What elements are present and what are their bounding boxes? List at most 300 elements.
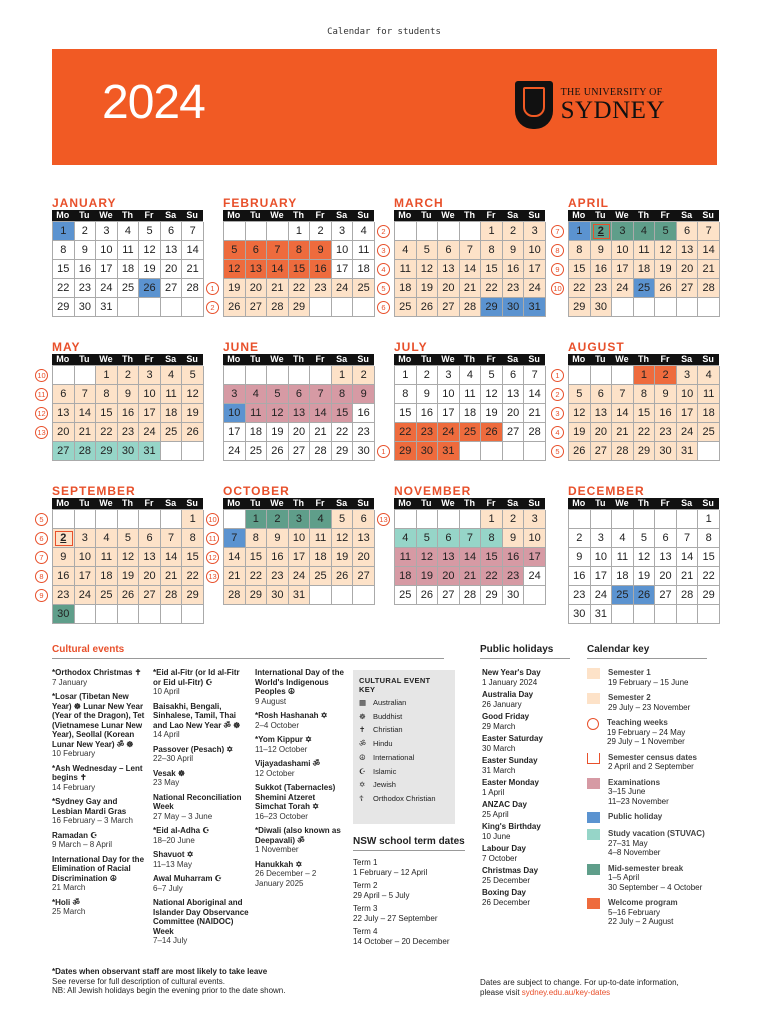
day-cell[interactable]: 10 [591,548,613,567]
day-cell[interactable]: 9 [75,241,97,260]
day-cell[interactable]: 1 [289,222,311,241]
day-cell[interactable]: 3 [612,222,634,241]
day-cell[interactable]: 12 [267,404,289,423]
day-cell[interactable]: 9 [655,385,677,404]
day-cell[interactable]: 1 [569,222,591,241]
day-cell[interactable]: 7 [677,529,699,548]
day-cell[interactable]: 20 [438,279,460,298]
day-cell[interactable]: 11 [246,404,268,423]
day-cell[interactable]: 15 [96,404,118,423]
day-cell[interactable]: 24 [677,423,699,442]
day-cell[interactable]: 21 [612,423,634,442]
day-cell[interactable]: 24 [289,567,311,586]
day-cell[interactable]: 19 [182,404,204,423]
day-cell[interactable]: 26 [417,586,439,605]
day-cell[interactable]: 28 [310,442,332,461]
day-cell[interactable]: 8 [481,241,503,260]
day-cell[interactable]: 18 [246,423,268,442]
day-cell[interactable]: 16 [118,404,140,423]
day-cell[interactable]: 7 [75,385,97,404]
day-cell[interactable]: 20 [591,423,613,442]
day-cell[interactable]: 15 [569,260,591,279]
day-cell[interactable]: 31 [289,586,311,605]
day-cell[interactable]: 28 [267,298,289,317]
day-cell[interactable]: 19 [224,279,246,298]
day-cell[interactable]: 21 [698,260,720,279]
day-cell[interactable]: 27 [503,423,525,442]
day-cell[interactable]: 28 [612,442,634,461]
day-cell[interactable]: 1 [182,510,204,529]
day-cell[interactable]: 4 [310,510,332,529]
day-cell[interactable]: 14 [460,260,482,279]
day-cell[interactable]: 25 [395,586,417,605]
day-cell[interactable]: 22 [332,423,354,442]
day-cell[interactable]: 24 [139,423,161,442]
day-cell[interactable]: 9 [591,241,613,260]
day-cell[interactable]: 23 [655,423,677,442]
day-cell[interactable]: 4 [698,366,720,385]
day-cell[interactable]: 26 [481,423,503,442]
key-dates-link[interactable]: sydney.edu.au/key-dates [521,987,611,997]
day-cell[interactable]: 27 [161,279,183,298]
day-cell[interactable]: 14 [267,260,289,279]
day-cell[interactable]: 1 [53,222,75,241]
day-cell[interactable]: 23 [569,586,591,605]
day-cell[interactable]: 12 [655,241,677,260]
day-cell[interactable]: 10 [438,385,460,404]
day-cell[interactable]: 15 [332,404,354,423]
day-cell[interactable]: 2 [353,366,375,385]
day-cell[interactable]: 18 [395,279,417,298]
day-cell[interactable]: 24 [75,586,97,605]
day-cell[interactable]: 16 [503,260,525,279]
day-cell[interactable]: 31 [96,298,118,317]
day-cell[interactable]: 4 [353,222,375,241]
day-cell[interactable]: 9 [503,529,525,548]
day-cell[interactable]: 30 [75,298,97,317]
day-cell[interactable]: 14 [677,548,699,567]
day-cell[interactable]: 15 [246,548,268,567]
day-cell[interactable]: 16 [417,404,439,423]
day-cell[interactable]: 23 [75,279,97,298]
day-cell[interactable]: 10 [612,241,634,260]
day-cell[interactable]: 7 [460,529,482,548]
day-cell[interactable]: 18 [698,404,720,423]
day-cell[interactable]: 20 [503,404,525,423]
day-cell[interactable]: 29 [53,298,75,317]
day-cell[interactable]: 6 [438,529,460,548]
day-cell[interactable]: 4 [118,222,140,241]
day-cell[interactable]: 30 [118,442,140,461]
day-cell[interactable]: 10 [524,529,546,548]
day-cell[interactable]: 10 [332,241,354,260]
day-cell[interactable]: 26 [224,298,246,317]
day-cell[interactable]: 9 [53,548,75,567]
day-cell[interactable]: 12 [118,548,140,567]
day-cell[interactable]: 5 [417,529,439,548]
day-cell[interactable]: 15 [634,404,656,423]
day-cell[interactable]: 15 [395,404,417,423]
day-cell[interactable]: 12 [139,241,161,260]
day-cell[interactable]: 12 [634,548,656,567]
day-cell[interactable]: 7 [460,241,482,260]
day-cell[interactable]: 18 [612,567,634,586]
day-cell[interactable]: 2 [569,529,591,548]
day-cell[interactable]: 17 [75,567,97,586]
day-cell[interactable]: 22 [246,567,268,586]
day-cell[interactable]: 27 [53,442,75,461]
day-cell[interactable]: 21 [460,567,482,586]
day-cell[interactable]: 16 [353,404,375,423]
day-cell[interactable]: 1 [96,366,118,385]
day-cell[interactable]: 13 [438,260,460,279]
day-cell[interactable]: 23 [591,279,613,298]
day-cell[interactable]: 19 [634,567,656,586]
day-cell[interactable]: 13 [246,260,268,279]
day-cell[interactable]: 27 [655,586,677,605]
day-cell[interactable]: 20 [677,260,699,279]
day-cell[interactable]: 13 [353,529,375,548]
day-cell[interactable]: 3 [139,366,161,385]
day-cell[interactable]: 12 [417,260,439,279]
day-cell[interactable]: 14 [161,548,183,567]
day-cell[interactable]: 19 [417,567,439,586]
day-cell[interactable]: 7 [310,385,332,404]
day-cell[interactable]: 27 [353,567,375,586]
day-cell[interactable]: 4 [395,241,417,260]
day-cell[interactable]: 12 [332,529,354,548]
day-cell[interactable]: 20 [139,567,161,586]
day-cell[interactable]: 13 [677,241,699,260]
day-cell[interactable]: 30 [569,605,591,624]
day-cell[interactable]: 15 [53,260,75,279]
day-cell[interactable]: 19 [569,423,591,442]
day-cell[interactable]: 19 [332,548,354,567]
day-cell[interactable]: 24 [332,279,354,298]
day-cell[interactable]: 25 [246,442,268,461]
day-cell[interactable]: 11 [395,260,417,279]
day-cell[interactable]: 9 [569,548,591,567]
day-cell[interactable]: 25 [395,298,417,317]
day-cell[interactable]: 31 [677,442,699,461]
day-cell[interactable]: 25 [96,586,118,605]
day-cell[interactable]: 12 [417,548,439,567]
day-cell[interactable]: 25 [612,586,634,605]
day-cell[interactable]: 2 [267,510,289,529]
day-cell[interactable]: 11 [310,529,332,548]
day-cell[interactable]: 7 [524,366,546,385]
day-cell[interactable]: 6 [139,529,161,548]
day-cell[interactable]: 20 [438,567,460,586]
day-cell[interactable]: 10 [677,385,699,404]
day-cell[interactable]: 24 [524,567,546,586]
day-cell[interactable]: 9 [353,385,375,404]
day-cell[interactable]: 30 [417,442,439,461]
day-cell[interactable]: 29 [481,586,503,605]
day-cell[interactable]: 10 [524,241,546,260]
day-cell[interactable]: 11 [698,385,720,404]
day-cell[interactable]: 30 [591,298,613,317]
day-cell[interactable]: 19 [139,260,161,279]
day-cell[interactable]: 29 [246,586,268,605]
day-cell[interactable]: 14 [75,404,97,423]
day-cell[interactable]: 27 [438,298,460,317]
day-cell[interactable]: 29 [569,298,591,317]
day-cell[interactable]: 16 [75,260,97,279]
day-cell[interactable]: 27 [139,586,161,605]
day-cell[interactable]: 23 [53,586,75,605]
day-cell[interactable]: 6 [53,385,75,404]
day-cell[interactable]: 15 [289,260,311,279]
day-cell[interactable]: 7 [267,241,289,260]
day-cell[interactable]: 5 [569,385,591,404]
day-cell[interactable]: 17 [524,260,546,279]
day-cell[interactable]: 2 [75,222,97,241]
day-cell[interactable]: 26 [634,586,656,605]
day-cell[interactable]: 29 [698,586,720,605]
day-cell[interactable]: 9 [417,385,439,404]
day-cell[interactable]: 5 [655,222,677,241]
day-cell[interactable]: 28 [224,586,246,605]
day-cell[interactable]: 4 [460,366,482,385]
day-cell[interactable]: 13 [503,385,525,404]
day-cell[interactable]: 18 [634,260,656,279]
day-cell[interactable]: 3 [75,529,97,548]
day-cell[interactable]: 1 [395,366,417,385]
day-cell[interactable]: 17 [438,404,460,423]
day-cell[interactable]: 19 [267,423,289,442]
day-cell[interactable]: 13 [289,404,311,423]
day-cell[interactable]: 31 [139,442,161,461]
day-cell[interactable]: 14 [524,385,546,404]
day-cell[interactable]: 2 [118,366,140,385]
day-cell[interactable]: 30 [267,586,289,605]
day-cell[interactable]: 17 [591,567,613,586]
day-cell[interactable]: 20 [53,423,75,442]
day-cell[interactable]: 22 [96,423,118,442]
day-cell[interactable]: 23 [417,423,439,442]
day-cell[interactable]: 3 [96,222,118,241]
day-cell[interactable]: 25 [634,279,656,298]
day-cell[interactable]: 13 [591,404,613,423]
day-cell[interactable]: 17 [612,260,634,279]
day-cell[interactable]: 14 [310,404,332,423]
day-cell[interactable]: 15 [481,548,503,567]
day-cell[interactable]: 20 [289,423,311,442]
day-cell[interactable]: 29 [96,442,118,461]
day-cell[interactable]: 10 [289,529,311,548]
day-cell[interactable]: 5 [118,529,140,548]
day-cell[interactable]: 22 [569,279,591,298]
day-cell[interactable]: 22 [481,279,503,298]
day-cell[interactable]: 21 [161,567,183,586]
day-cell[interactable]: 8 [289,241,311,260]
day-cell[interactable]: 14 [224,548,246,567]
day-cell[interactable]: 18 [118,260,140,279]
day-cell[interactable]: 14 [612,404,634,423]
day-cell[interactable]: 13 [161,241,183,260]
day-cell[interactable]: 28 [677,586,699,605]
day-cell[interactable]: 2 [591,222,613,241]
day-cell[interactable]: 30 [53,605,75,624]
day-cell[interactable]: 7 [161,529,183,548]
day-cell[interactable]: 26 [182,423,204,442]
day-cell[interactable]: 28 [460,586,482,605]
day-cell[interactable]: 6 [591,385,613,404]
day-cell[interactable]: 22 [182,567,204,586]
day-cell[interactable]: 28 [698,279,720,298]
day-cell[interactable]: 18 [395,567,417,586]
day-cell[interactable]: 11 [460,385,482,404]
day-cell[interactable]: 6 [677,222,699,241]
day-cell[interactable]: 3 [524,222,546,241]
day-cell[interactable]: 20 [655,567,677,586]
day-cell[interactable]: 31 [591,605,613,624]
day-cell[interactable]: 11 [634,241,656,260]
day-cell[interactable]: 1 [481,510,503,529]
day-cell[interactable]: 23 [310,279,332,298]
day-cell[interactable]: 21 [75,423,97,442]
day-cell[interactable]: 28 [161,586,183,605]
day-cell[interactable]: 8 [53,241,75,260]
day-cell[interactable]: 24 [591,586,613,605]
day-cell[interactable]: 11 [353,241,375,260]
day-cell[interactable]: 17 [96,260,118,279]
day-cell[interactable]: 28 [182,279,204,298]
day-cell[interactable]: 11 [395,548,417,567]
day-cell[interactable]: 16 [53,567,75,586]
day-cell[interactable]: 29 [481,298,503,317]
day-cell[interactable]: 31 [438,442,460,461]
day-cell[interactable]: 8 [182,529,204,548]
day-cell[interactable]: 25 [310,567,332,586]
day-cell[interactable]: 3 [289,510,311,529]
day-cell[interactable]: 21 [524,404,546,423]
day-cell[interactable]: 11 [612,548,634,567]
day-cell[interactable]: 30 [353,442,375,461]
day-cell[interactable]: 1 [332,366,354,385]
day-cell[interactable]: 1 [698,510,720,529]
day-cell[interactable]: 3 [438,366,460,385]
day-cell[interactable]: 6 [655,529,677,548]
day-cell[interactable]: 5 [417,241,439,260]
day-cell[interactable]: 14 [460,548,482,567]
day-cell[interactable]: 22 [634,423,656,442]
day-cell[interactable]: 21 [224,567,246,586]
day-cell[interactable]: 8 [698,529,720,548]
day-cell[interactable]: 4 [161,366,183,385]
day-cell[interactable]: 17 [524,548,546,567]
day-cell[interactable]: 12 [224,260,246,279]
day-cell[interactable]: 13 [655,548,677,567]
day-cell[interactable]: 7 [698,222,720,241]
day-cell[interactable]: 18 [353,260,375,279]
day-cell[interactable]: 6 [289,385,311,404]
day-cell[interactable]: 26 [332,567,354,586]
day-cell[interactable]: 27 [246,298,268,317]
day-cell[interactable]: 3 [332,222,354,241]
day-cell[interactable]: 9 [267,529,289,548]
day-cell[interactable]: 8 [246,529,268,548]
day-cell[interactable]: 18 [460,404,482,423]
day-cell[interactable]: 18 [161,404,183,423]
day-cell[interactable]: 13 [438,548,460,567]
day-cell[interactable]: 30 [503,586,525,605]
day-cell[interactable]: 29 [395,442,417,461]
day-cell[interactable]: 25 [353,279,375,298]
day-cell[interactable]: 26 [655,279,677,298]
day-cell[interactable]: 30 [503,298,525,317]
day-cell[interactable]: 18 [310,548,332,567]
day-cell[interactable]: 2 [53,529,75,548]
day-cell[interactable]: 6 [438,241,460,260]
day-cell[interactable]: 16 [267,548,289,567]
day-cell[interactable]: 5 [332,510,354,529]
day-cell[interactable]: 9 [310,241,332,260]
day-cell[interactable]: 4 [96,529,118,548]
day-cell[interactable]: 6 [161,222,183,241]
day-cell[interactable]: 8 [481,529,503,548]
day-cell[interactable]: 22 [395,423,417,442]
day-cell[interactable]: 1 [246,510,268,529]
day-cell[interactable]: 5 [182,366,204,385]
day-cell[interactable]: 3 [591,529,613,548]
day-cell[interactable]: 26 [139,279,161,298]
day-cell[interactable]: 19 [118,567,140,586]
day-cell[interactable]: 29 [332,442,354,461]
day-cell[interactable]: 24 [438,423,460,442]
day-cell[interactable]: 6 [246,241,268,260]
day-cell[interactable]: 17 [289,548,311,567]
day-cell[interactable]: 23 [118,423,140,442]
day-cell[interactable]: 25 [161,423,183,442]
day-cell[interactable]: 16 [591,260,613,279]
day-cell[interactable]: 4 [395,529,417,548]
day-cell[interactable]: 20 [246,279,268,298]
day-cell[interactable]: 12 [182,385,204,404]
day-cell[interactable]: 27 [591,442,613,461]
day-cell[interactable]: 20 [161,260,183,279]
day-cell[interactable]: 17 [224,423,246,442]
day-cell[interactable]: 28 [460,298,482,317]
day-cell[interactable]: 8 [395,385,417,404]
day-cell[interactable]: 7 [224,529,246,548]
day-cell[interactable]: 3 [677,366,699,385]
day-cell[interactable]: 27 [438,586,460,605]
day-cell[interactable]: 10 [75,548,97,567]
day-cell[interactable]: 10 [139,385,161,404]
day-cell[interactable]: 24 [612,279,634,298]
day-cell[interactable]: 17 [332,260,354,279]
day-cell[interactable]: 10 [96,241,118,260]
day-cell[interactable]: 14 [698,241,720,260]
day-cell[interactable]: 28 [524,423,546,442]
day-cell[interactable]: 5 [267,385,289,404]
day-cell[interactable]: 2 [503,510,525,529]
day-cell[interactable]: 22 [698,567,720,586]
day-cell[interactable]: 4 [246,385,268,404]
day-cell[interactable]: 11 [118,241,140,260]
day-cell[interactable]: 5 [481,366,503,385]
day-cell[interactable]: 21 [267,279,289,298]
day-cell[interactable]: 26 [569,442,591,461]
day-cell[interactable]: 8 [569,241,591,260]
day-cell[interactable]: 17 [139,404,161,423]
day-cell[interactable]: 21 [310,423,332,442]
day-cell[interactable]: 26 [118,586,140,605]
day-cell[interactable]: 7 [612,385,634,404]
day-cell[interactable]: 9 [503,241,525,260]
